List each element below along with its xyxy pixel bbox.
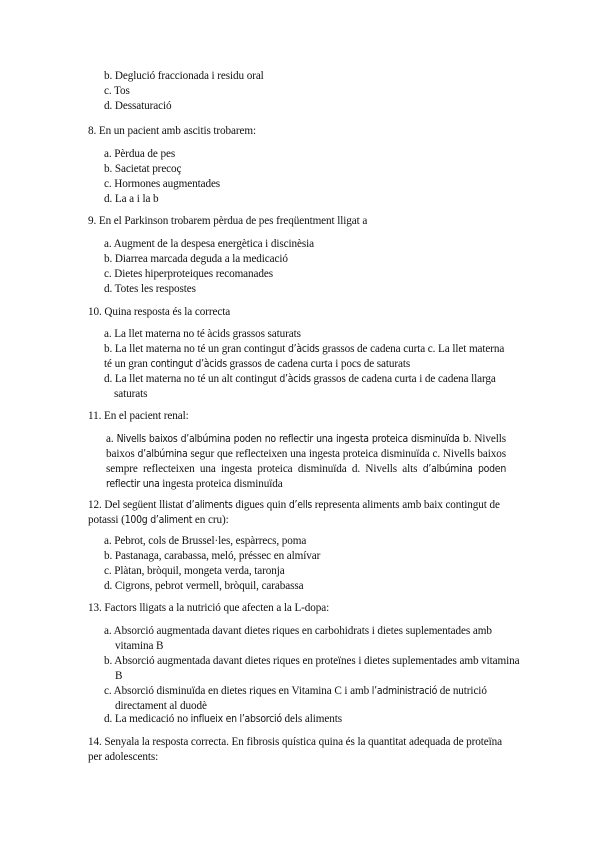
- q12-option-d: d. Cigrons, pebrot vermell, bròquil, carabassa: [104, 580, 304, 592]
- q9-option-c: c. Dietes hiperproteiques recomanades: [104, 268, 274, 280]
- q10-option-bc: b. La llet materna no té un gran contingut d’àcids grassos de cadena curta c. La llet materna té un gran contingut d’àcids grassos de cadena curta i pocs de saturats: [104, 343, 505, 370]
- q8-option-b: b. Sacietat precoç: [104, 163, 182, 175]
- q8-option-d: d. La a i la b: [104, 193, 159, 205]
- q10-option-d: d. La llet materna no té un alt contingut d’àcids grassos de cadena curta i de cadena llarga saturats: [104, 373, 496, 400]
- q11-options-paragraph: a. Nivells baixos d’albúmina poden no reflectir una ingesta proteica disminuïda b. Nivells baixos d’albúmina segur que reflecteixen una ingesta proteica disminuïda c. Nivells baixos sempre reflecteixen una ingesta proteica disminuïda d. Nivells alts d’albúmina poden reflectir una ingesta proteica disminuïda: [106, 433, 506, 490]
- q12-option-c: c. Plàtan, bròquil, mongeta verda, taronja: [104, 565, 285, 577]
- q9-question: 9. En el Parkinson trobarem pèrdua de pes freqüentment lligat a: [88, 215, 368, 227]
- q8-option-a: a. Pèrdua de pes: [104, 148, 176, 160]
- q10-option-a: a. La llet materna no té àcids grassos saturats: [104, 328, 301, 340]
- q12-option-b: b. Pastanaga, carabassa, meló, préssec en almívar: [104, 550, 321, 562]
- q12-option-a: a. Pebrot, cols de Brussel·les, espàrrecs, poma: [104, 535, 307, 547]
- q9-option-d: d. Totes les respostes: [104, 283, 196, 295]
- q13-option-c: c. Absorció disminuïda en dietes riques en Vitamina C i amb l’administració de nutrició directament al duodè: [104, 685, 487, 712]
- q9-option-b: b. Diarrea marcada deguda a la medicació: [104, 253, 288, 265]
- q13-option-b: b. Absorció augmentada davant dietes riques en proteïnes i dietes suplementades amb vitamina B: [104, 655, 520, 682]
- q7-option-c: c. Tos: [104, 85, 130, 97]
- q9-option-a: a. Augment de la despesa energètica i discinèsia: [104, 238, 314, 250]
- q8-option-c: c. Hormones augmentades: [104, 178, 221, 190]
- q11-question: 11. En el pacient renal:: [88, 410, 189, 422]
- q7-option-d: d. Dessaturació: [104, 100, 172, 112]
- q7-option-b: b. Deglució fraccionada i residu oral: [104, 70, 264, 82]
- q13-option-a: a. Absorció augmentada davant dietes riques en carbohidrats i dietes suplementades amb vitamina B: [104, 625, 492, 652]
- q12-question: 12. Del següent llistat d’aliments digues quin d’ells representa aliments amb baix contingut de potassi (100g d’aliment en cru):: [88, 499, 500, 526]
- q8-question: 8. En un pacient amb ascitis trobarem:: [88, 125, 257, 137]
- q14-question: 14. Senyala la resposta correcta. En fibrosis quística quina és la quantitat adequada de proteïna per adolescents:: [88, 736, 503, 763]
- q13-option-d: d. La medicació no influeix en l’absorció dels aliments: [104, 713, 342, 725]
- q10-question: 10. Quina resposta és la correcta: [88, 306, 231, 318]
- q13-question: 13. Factors lligats a la nutrició que afecten a la L-dopa:: [88, 602, 330, 614]
